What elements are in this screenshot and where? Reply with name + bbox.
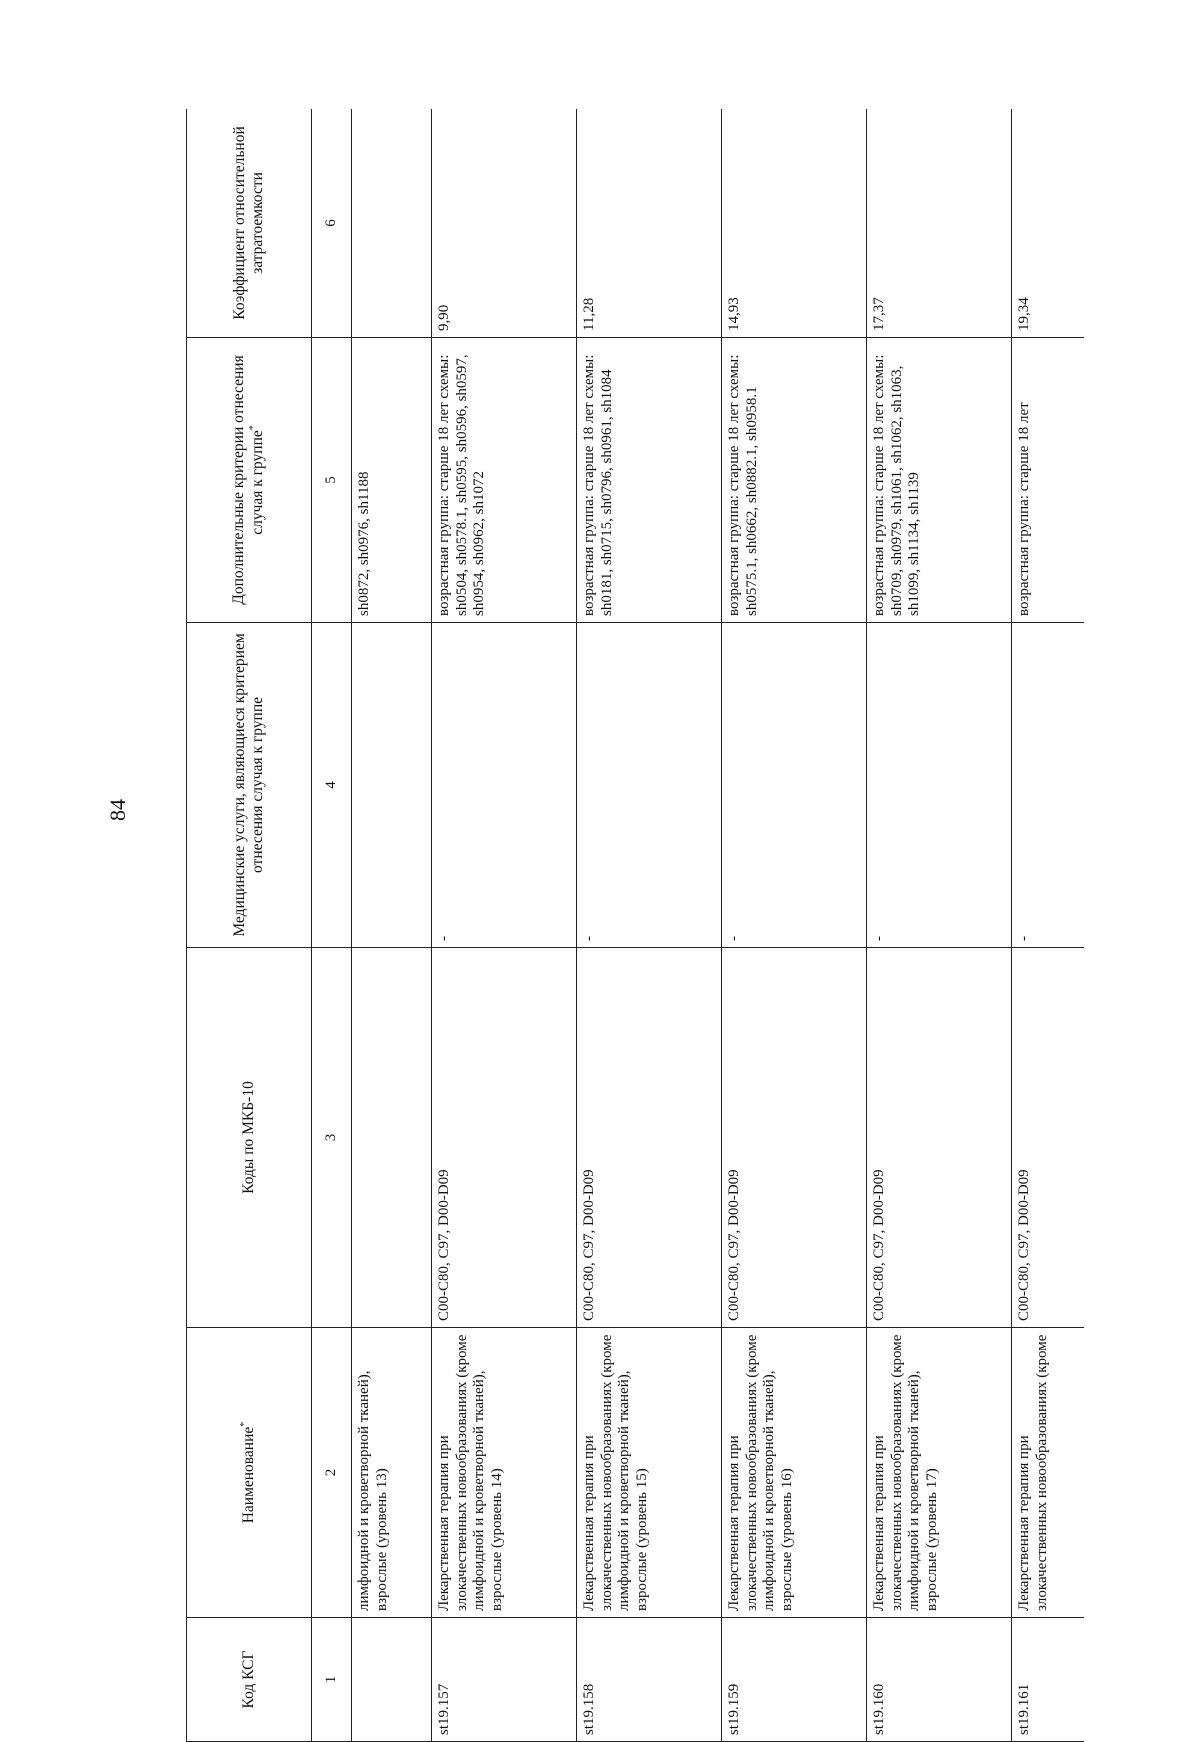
table-row [1012,109,1085,1742]
cell-mkb: C00-C80, C97, D00-D09 [722,948,867,1328]
column-number: 6 [312,109,352,338]
column-numbers-row [312,109,352,1742]
cell-criteria: возрастная группа: старше 18 лет схемы: sh0504, sh0578.1, sh0595, sh0596, sh0597, sh0954, sh0962, sh1072 [432,338,577,623]
cell-coef: 9,90 [432,109,577,338]
cell-code: st19.161 [1012,1618,1085,1742]
header-code: Код КСГ [187,1618,312,1742]
header-criteria: Дополнительные критерии отнесения случая к группе* [187,338,312,623]
cell-services: - [432,623,577,948]
cell-name: Лекарственная терапия при злокачественных новообразованиях (кроме лимфоидной и кроветворной тканей), взрослые (уровень 17) [867,1328,1012,1618]
cell-code: st19.160 [867,1618,1012,1742]
cell-services: - [867,623,1012,948]
table-row [432,109,577,1742]
cell-coef: 19,34 [1012,109,1085,338]
cell-criteria: возрастная группа: старше 18 лет схемы: sh0709, sh0979, sh1061, sh1062, sh1063, sh1099, sh1134, sh1139 [867,338,1012,623]
cell-mkb: C00-C80, C97, D00-D09 [1012,948,1085,1328]
table-row [867,109,1012,1742]
cell-mkb: C00-C80, C97, D00-D09 [867,948,1012,1328]
table-container [186,109,1084,1742]
cell-code: st19.157 [432,1618,577,1742]
header-services: Медицинские услуги, являющиеся критерием отнесения случая к группе [187,623,312,948]
cell-mkb: C00-C80, C97, D00-D09 [432,948,577,1328]
cell-coef: 17,37 [867,109,1012,338]
cell-criteria: возрастная группа: старше 18 лет схемы: sh0575.1, sh0662, sh0882.1, sh0958.1 [722,338,867,623]
header-mkb: Коды по МКБ-10 [187,948,312,1328]
table-row [352,109,432,1742]
cell-code: st19.159 [722,1618,867,1742]
table-row [722,109,867,1742]
header-name: Наименование* [187,1328,312,1618]
cell-name: Лекарственная терапия при злокачественных новообразованиях (кроме [1012,1328,1085,1618]
cell-coef [352,109,432,338]
cell-code [352,1618,432,1742]
cell-name: лимфоидной и кроветворной тканей), взрослые (уровень 13) [352,1328,432,1618]
cell-services: - [1012,623,1085,948]
column-number: 2 [312,1328,352,1618]
header-criteria-footnote: * [248,425,260,431]
page-number: 84 [105,799,130,821]
cell-code: st19.158 [577,1618,722,1742]
cell-criteria: sh0872, sh0976, sh1188 [352,338,432,623]
column-number: 4 [312,623,352,948]
cell-services: - [577,623,722,948]
cell-coef: 14,93 [722,109,867,338]
column-number: 1 [312,1618,352,1742]
table-row [577,109,722,1742]
ksg-table [186,109,1084,1742]
column-number: 5 [312,338,352,623]
header-coef: Коэффициент относительной затратоемкости [187,109,312,338]
header-name-footnote: * [239,1421,251,1427]
cell-name: Лекарственная терапия при злокачественных новообразованиях (кроме лимфоидной и кроветворной тканей), взрослые (уровень 16) [722,1328,867,1618]
cell-coef: 11,28 [577,109,722,338]
cell-name: Лекарственная терапия при злокачественных новообразованиях (кроме лимфоидной и кроветворной тканей), взрослые (уровень 15) [577,1328,722,1618]
cell-mkb: C00-C80, C97, D00-D09 [577,948,722,1328]
cell-criteria: возрастная группа: старше 18 лет схемы: sh0181, sh0715, sh0796, sh0961, sh1084 [577,338,722,623]
cell-criteria: возрастная группа: старше 18 лет [1012,338,1085,623]
cell-services: - [722,623,867,948]
table-header-row [187,109,312,1742]
cell-services [352,623,432,948]
cell-name: Лекарственная терапия при злокачественных новообразованиях (кроме лимфоидной и кроветворной тканей), взрослые (уровень 14) [432,1328,577,1618]
column-number: 3 [312,948,352,1328]
cell-mkb [352,948,432,1328]
